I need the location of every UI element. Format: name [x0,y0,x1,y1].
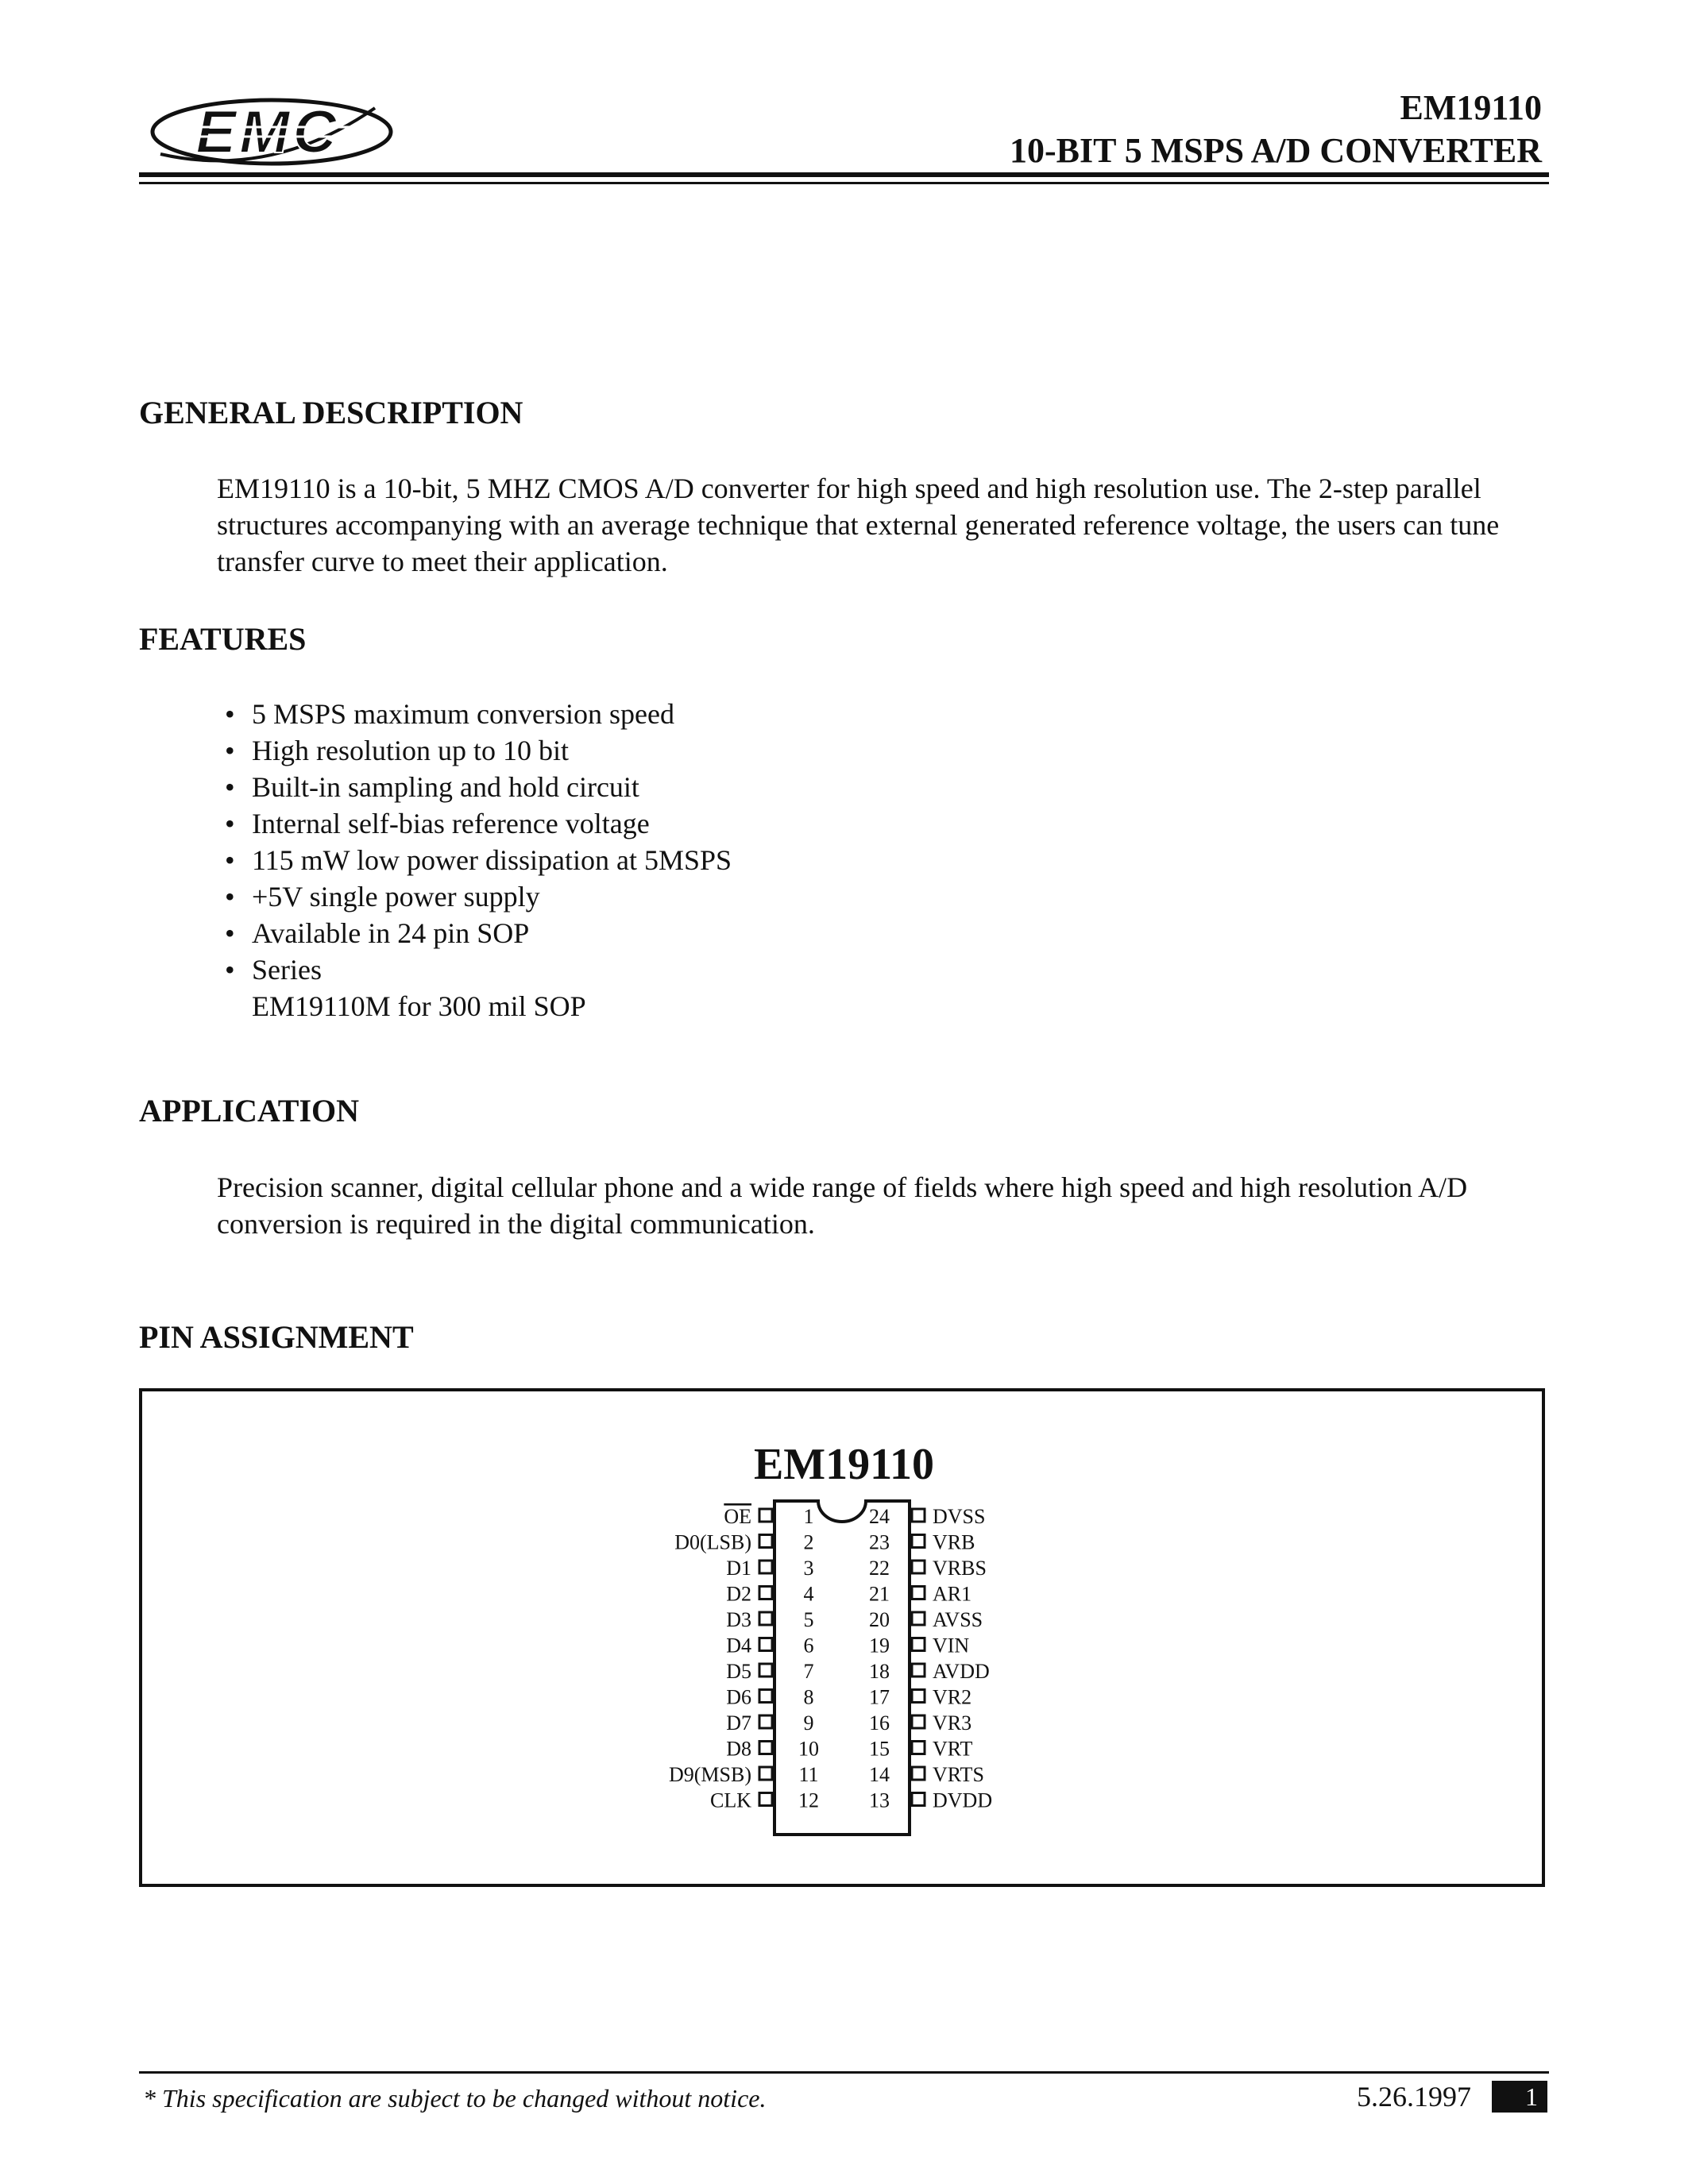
bullet-icon: • [225,771,235,803]
pin-pad-right [912,1587,925,1599]
application-line: conversion is required in the digital communication. [217,1208,815,1240]
pin-pad-right [912,1742,925,1754]
pin-label-left: D6 [726,1685,751,1709]
pin-pad-left [759,1509,772,1522]
pin-pad-left [759,1715,772,1728]
bullet-icon: • [225,954,235,986]
pin-number-right: 18 [869,1660,890,1683]
general-description-line: transfer curve to meet their application. [217,546,668,577]
pin-number-right: 24 [869,1505,890,1528]
pin-label-left: D1 [726,1557,751,1580]
pin-pad-right [912,1664,925,1677]
pin-label-right: VRTS [933,1763,984,1786]
pin-number-right: 13 [869,1788,890,1812]
document-number: EM19110 [1400,88,1542,127]
pin-pad-left [759,1561,772,1573]
pin-number-right: 16 [869,1711,890,1734]
pin-assignment-heading: PIN ASSIGNMENT [139,1319,414,1355]
pin-label-left: D3 [726,1608,751,1631]
pin-pad-right [912,1715,925,1728]
pin-number-right: 15 [869,1737,890,1761]
general-description-text [217,470,1553,580]
pin-pad-right [912,1535,925,1548]
bullet-icon: • [225,735,235,766]
header-rule-thick [139,172,1549,177]
features-list [225,696,732,1024]
document-subtitle: 10-BIT 5 MSPS A/D CONVERTER [1010,131,1542,170]
header-rule-thin [139,182,1549,184]
bullet-icon: • [225,917,235,949]
pin-pad-left [759,1690,772,1703]
feature-series-detail: EM19110M for 300 mil SOP [252,990,586,1022]
pin-number-left: 12 [798,1788,819,1812]
pin-label-left: D2 [726,1582,751,1606]
pin-label-left: D0(LSB) [674,1530,751,1554]
pin-label-right: VRBS [933,1557,987,1580]
pin-number-left: 8 [803,1685,814,1709]
footer-note: * This specification are subject to be changed without notice. [143,2084,767,2113]
pin-label-left: D5 [726,1660,751,1683]
pin-number-right: 21 [869,1582,890,1606]
pin-label-right: VRB [933,1530,975,1554]
feature-item: • 115 mW low power dissipation at 5MSPS [225,842,732,878]
bullet-icon: • [225,808,235,839]
pin-pad-left [759,1793,772,1806]
pin-label-right: VR3 [933,1711,972,1734]
pin-number-left: 7 [803,1660,814,1683]
feature-item: • 5 MSPS maximum conversion speed [225,696,732,732]
pin-pad-right [912,1690,925,1703]
bullet-icon: • [225,881,235,913]
pin-label-right: VIN [933,1634,970,1657]
pin-number-left: 4 [803,1582,814,1606]
pin-label-left: CLK [710,1788,751,1812]
general-description-line: EM19110 is a 10-bit, 5 MHZ CMOS A/D converter for high speed and high resolution use. The 2-step parallel [217,473,1481,504]
pin-label-right: VR2 [933,1685,972,1709]
pin-number-left: 11 [798,1763,819,1786]
pin-pad-left [759,1612,772,1625]
pin-label-right: VRT [933,1737,973,1761]
pins-group [669,1505,992,1812]
pin-number-right: 23 [869,1530,890,1554]
pin-number-left: 9 [803,1711,814,1734]
emc-logo [137,92,399,175]
pin-number-right: 19 [869,1634,890,1657]
footer-date: 5.26.1997 [1357,2081,1471,2113]
application-text [217,1169,1553,1242]
pin-pad-left [759,1742,772,1754]
pin-pad-left [759,1587,772,1599]
application-line: Precision scanner, digital cellular phone and a wide range of fields where high speed and high resolution A/D [217,1171,1468,1203]
general-description-heading: GENERAL DESCRIPTION [139,395,523,430]
pin-label-right: DVDD [933,1788,993,1812]
feature-item: • Series EM19110M for 300 mil SOP [225,951,732,1024]
pin-pad-right [912,1793,925,1806]
pin-pad-right [912,1509,925,1522]
pin-pad-left [759,1638,772,1651]
pin-number-left: 3 [803,1557,814,1580]
logo-text: EMC [195,98,340,166]
pin-number-left: 6 [803,1634,814,1657]
pin-label-left: D9(MSB) [668,1763,751,1786]
bullet-icon: • [225,844,235,876]
chip-name: EM19110 [753,1440,935,1489]
feature-item: • Available in 24 pin SOP [225,915,732,951]
feature-item: • High resolution up to 10 bit [225,732,732,769]
feature-item: • Built-in sampling and hold circuit [225,769,732,805]
pin-pad-right [912,1561,925,1573]
pin-number-left: 10 [798,1737,819,1761]
feature-item: • +5V single power supply [225,878,732,915]
footer-rule [139,2071,1549,2074]
pin-label-left: D4 [726,1634,751,1657]
pin-label-right: AR1 [933,1582,972,1606]
pin-pad-right [912,1767,925,1780]
chip-pinout-diagram [604,1491,1080,1841]
page-number: 1 [1492,2081,1547,2113]
pin-pad-left [759,1767,772,1780]
pin-label-left: D8 [726,1737,751,1761]
pin-pad-right [912,1638,925,1651]
pin-pad-left [759,1664,772,1677]
pin-number-right: 14 [869,1763,890,1786]
general-description-line: structures accompanying with an average technique that external generated reference voltage, the users can tune [217,509,1500,541]
pin-number-left: 2 [803,1530,814,1554]
pin-pad-right [912,1612,925,1625]
bullet-icon: • [225,698,235,730]
pin-label-right: AVDD [933,1660,990,1683]
pin-label-left: D7 [726,1711,751,1734]
application-heading: APPLICATION [139,1093,360,1129]
pin-label-left: OE [724,1505,751,1528]
feature-item: • Internal self-bias reference voltage [225,805,732,842]
features-heading: FEATURES [139,621,307,657]
pin-label-right: AVSS [933,1608,983,1631]
pin-number-right: 20 [869,1608,890,1631]
pin-number-right: 17 [869,1685,890,1709]
pin-label-right: DVSS [933,1505,986,1528]
pin-number-right: 22 [869,1557,890,1580]
pin-number-left: 5 [803,1608,814,1631]
pin-number-left: 1 [803,1505,814,1528]
pin-pad-left [759,1535,772,1548]
